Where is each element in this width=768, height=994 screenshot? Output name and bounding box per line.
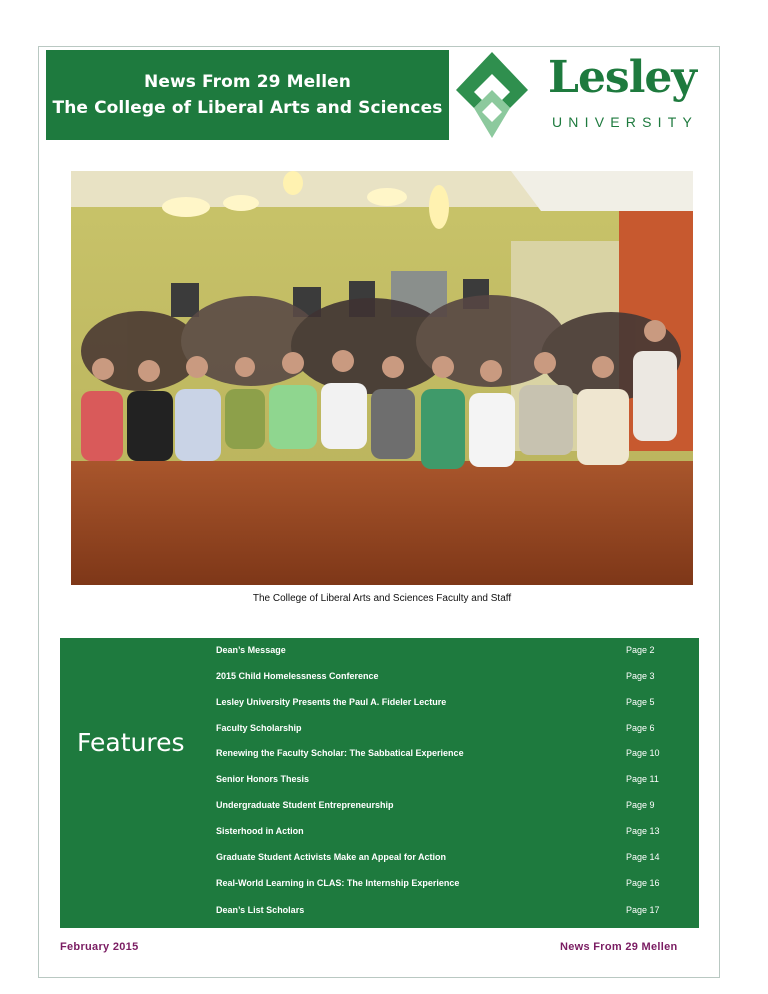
feature-title: Graduate Student Activists Make an Appeal for Action (216, 852, 447, 862)
newsletter-title-banner (46, 50, 449, 140)
feature-page: Page 2 (626, 645, 655, 655)
feature-row (216, 797, 686, 813)
feature-title: Dean’s Message (216, 645, 286, 655)
feature-page: Page 17 (626, 905, 660, 915)
feature-title: 2015 Child Homelessness Conference (216, 671, 379, 681)
feature-page: Page 16 (626, 878, 660, 888)
footer-publication-name: News From 29 Mellen (560, 941, 678, 953)
feature-row (216, 875, 686, 891)
feature-row (216, 771, 686, 787)
feature-page: Page 11 (626, 774, 659, 784)
feature-row (216, 902, 686, 918)
logo-wordmark: Lesley (548, 52, 696, 103)
issue-date: February 2015 (60, 941, 139, 953)
feature-title: Lesley University Presents the Paul A. Fideler Lecture (216, 697, 447, 707)
photo-caption: The College of Liberal Arts and Sciences Faculty and Staff (252, 593, 512, 604)
logo-subtitle: UNIVERSITY (552, 114, 699, 130)
feature-page: Page 10 (626, 748, 660, 758)
feature-title: Dean’s List Scholars (216, 905, 305, 915)
features-heading: Features (77, 728, 185, 757)
feature-page: Page 5 (626, 697, 655, 707)
feature-title: Faculty Scholarship (216, 723, 302, 733)
feature-row (216, 823, 686, 839)
feature-title: Renewing the Faculty Scholar: The Sabbatical Experience (216, 748, 464, 758)
feature-page: Page 9 (626, 800, 655, 810)
feature-page: Page 6 (626, 723, 655, 733)
feature-row (216, 720, 686, 736)
feature-title: Senior Honors Thesis (216, 774, 310, 784)
feature-page: Page 14 (626, 852, 660, 862)
newsletter-title: News From 29 Mellen (144, 72, 351, 92)
feature-row (216, 849, 686, 865)
feature-row (216, 745, 686, 761)
feature-title: Undergraduate Student Entrepreneurship (216, 800, 394, 810)
feature-page: Page 13 (626, 826, 660, 836)
group-photo (71, 171, 693, 585)
feature-title: Sisterhood in Action (216, 826, 304, 836)
feature-page: Page 3 (626, 671, 655, 681)
college-name: The College of Liberal Arts and Sciences (52, 98, 443, 118)
feature-row (216, 694, 686, 710)
feature-row (216, 668, 686, 684)
feature-title: Real-World Learning in CLAS: The Internship Experience (216, 878, 460, 888)
feature-row (216, 642, 686, 658)
